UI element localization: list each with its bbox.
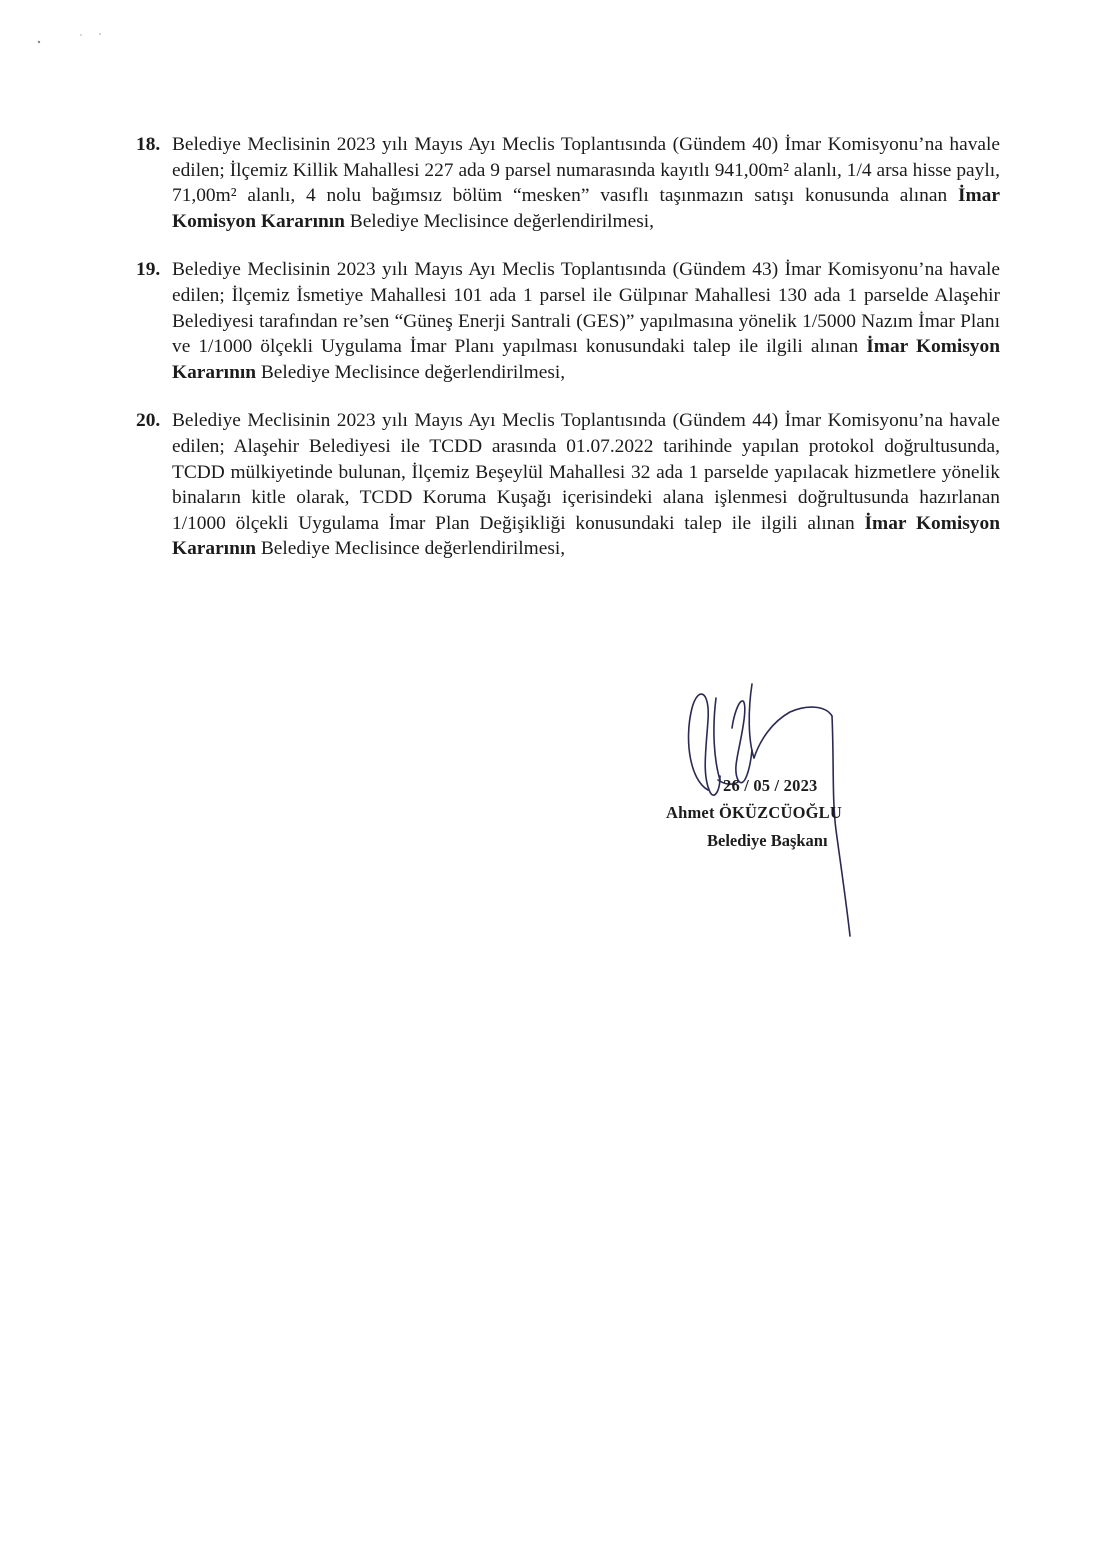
item-text-part: Belediye Meclisince değerlendirilmesi,	[256, 538, 566, 560]
item-text	[172, 134, 1000, 232]
item-text	[172, 410, 1000, 559]
item-text-part: Belediye Meclisince değerlendirilmesi,	[344, 210, 654, 232]
item-text-bold: İmar Komisyon Kararının	[172, 336, 1000, 383]
item-text-part: Belediye Meclisinin 2023 yılı Mayıs Ayı Meclis Toplantısında (Gündem 44) İmar Komisyonu’na havale edilen; Alaşehir Belediyesi ile TCDD arasında 01.07.2022 tarihinde yapılan protokol doğrultusunda, TCDD mülkiyetinde bulunan, İlçemiz Beşeylül Mahallesi 32 ada 1 parselde yapılacak hizmetlere yönelik binaların kitle olarak, TCDD Koruma Kuşağı içerisindeki alana işlenmesi doğrultusunda hazırlanan 1/1000 ölçekli Uygulama İmar Plan Değişikliği konusundaki talep ile ilgili alınan	[172, 410, 1000, 534]
signature-block	[640, 680, 920, 950]
agenda-item-19	[136, 257, 1000, 385]
signatory-title: Belediye Başkanı	[707, 831, 828, 850]
item-text-bold: İmar Komisyon Kararının	[172, 512, 1000, 560]
agenda-item-18	[136, 132, 1000, 234]
agenda-item-20	[136, 408, 1000, 562]
item-number: 18.	[136, 134, 161, 155]
signature-date: 26 / 05 / 2023	[723, 776, 818, 795]
scan-specks	[36, 30, 116, 50]
item-number: 19.	[136, 259, 161, 281]
agenda-items	[136, 132, 1000, 585]
item-number: 20.	[136, 410, 161, 432]
item-text-part: Belediye Meclisinin 2023 yılı Mayıs Ayı Meclis Toplantısında (Gündem 40) İmar Komisyonu’na havale edilen; İlçemiz Killik Mahallesi 227 ada 9 parsel numarasında kayıtlı 941,00m² alanlı, 1/4 arsa hisse paylı, 71,00m² alanlı, 4 nolu bağımsız bölüm “mesken” vasıflı taşınmazın satışı konusunda alınan	[172, 134, 1000, 207]
item-text-bold: İmar Komisyon Kararının	[172, 185, 1000, 232]
item-text	[172, 259, 1000, 382]
signatory-name: Ahmet ÖKÜZCÜOĞLU	[666, 803, 842, 822]
item-text-part: Belediye Meclisinin 2023 yılı Mayıs Ayı Meclis Toplantısında (Gündem 43) İmar Komisyonu’na havale edilen; İlçemiz İsmetiye Mahallesi 101 ada 1 parsel ile Gülpınar Mahallesi 130 ada 1 parselde Alaşehir Belediyesi tarafından re’sen “Güneş Enerji Santrali (GES)” yapılmasına yönelik 1/5000 Nazım İmar Planı ve 1/1000 ölçekli Uygulama İmar Planı yapılması konusundaki talep ile ilgili alınan	[172, 259, 1000, 358]
item-text-part: Belediye Meclisince değerlendirilmesi,	[256, 361, 566, 383]
